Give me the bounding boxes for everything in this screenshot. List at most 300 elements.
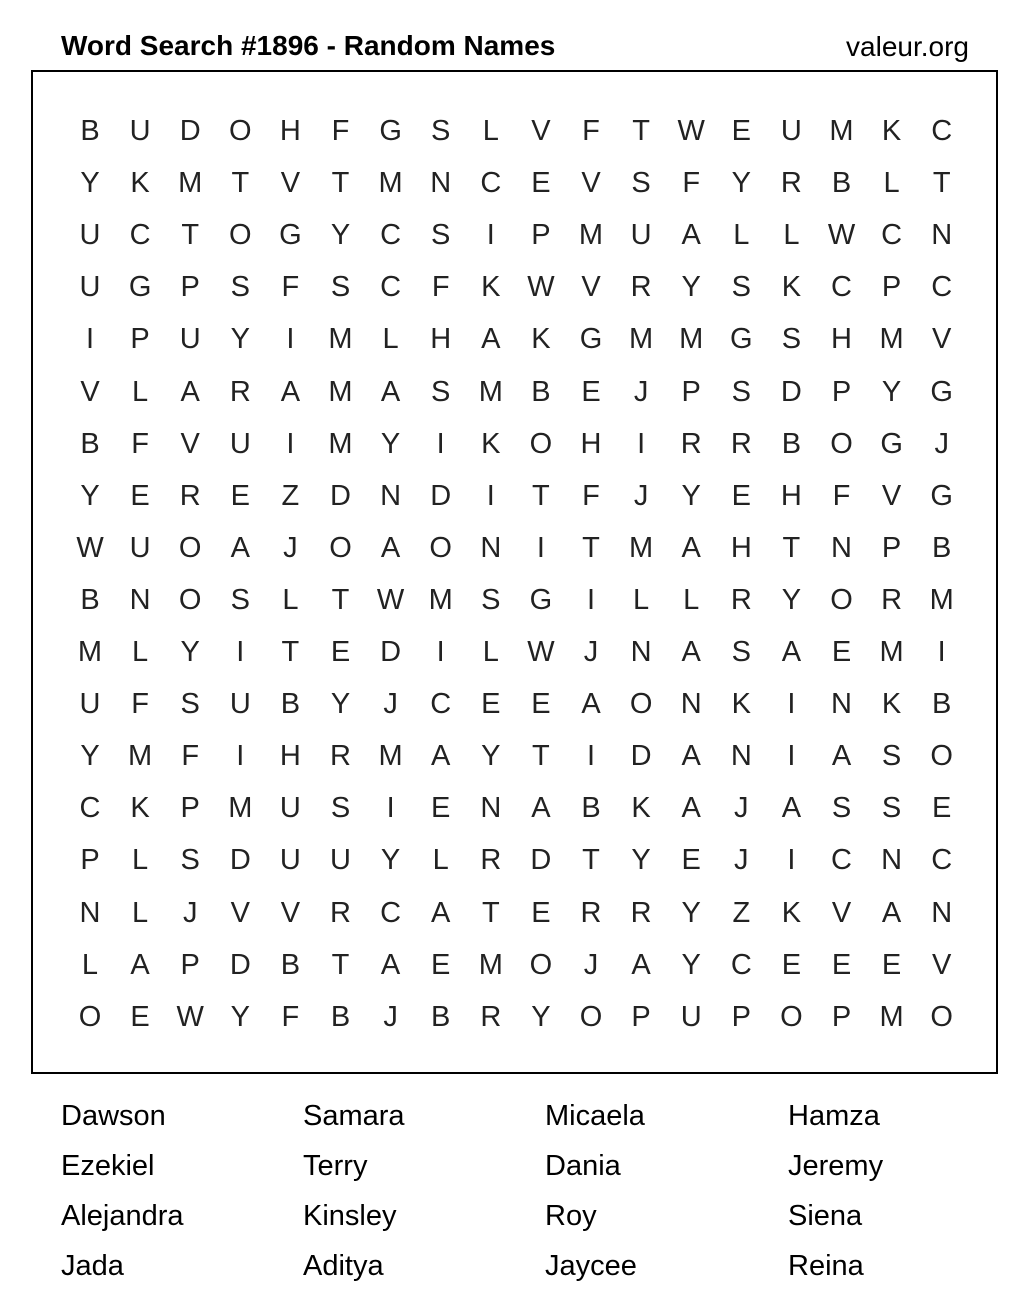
grid-letter: S: [431, 219, 451, 252]
grid-letter: O: [830, 427, 853, 460]
word-list: [61, 1098, 1021, 1298]
grid-letter: S: [631, 167, 651, 200]
grid-letter: K: [130, 792, 150, 825]
grid-letter: I: [236, 740, 245, 773]
grid-letter: D: [229, 844, 251, 877]
grid-letter: A: [380, 375, 401, 408]
grid-letter: C: [480, 167, 502, 200]
grid-letter: F: [832, 479, 851, 512]
grid-letter: O: [229, 219, 252, 252]
grid-letter: M: [679, 323, 704, 356]
grid-letter: T: [331, 948, 350, 981]
grid-letter: T: [932, 167, 951, 200]
grid-letter: G: [930, 479, 953, 512]
grid-letter: E: [431, 792, 451, 825]
grid-letter: W: [827, 219, 856, 252]
grid-letter: L: [382, 323, 399, 356]
grid-letter: R: [730, 583, 752, 616]
grid-letter: V: [180, 427, 200, 460]
grid-letter: N: [831, 688, 852, 721]
grid-letter: P: [731, 1000, 751, 1033]
grid-letter: L: [633, 583, 650, 616]
word-list-item: Dania: [545, 1150, 621, 1182]
grid-letter: B: [280, 688, 301, 721]
grid-letter: A: [681, 219, 701, 252]
grid-letter: N: [831, 531, 852, 564]
puzzle-title: Word Search #1896 - Random Names: [61, 30, 556, 61]
grid-letter: O: [780, 1000, 803, 1033]
grid-letter: H: [279, 740, 301, 773]
grid-letter: M: [478, 948, 503, 981]
grid-letter: S: [731, 271, 751, 304]
grid-letter: G: [279, 219, 302, 252]
grid-letter: O: [78, 1000, 102, 1033]
grid-letter: M: [378, 167, 403, 200]
grid-letter: P: [531, 219, 551, 252]
grid-letter: E: [531, 896, 551, 929]
grid-letter: P: [831, 375, 852, 408]
grid-letter: S: [881, 792, 902, 825]
grid-letter: S: [180, 688, 200, 721]
grid-letter: U: [129, 531, 151, 564]
grid-letter: W: [76, 531, 104, 564]
grid-letter: W: [176, 1000, 204, 1033]
grid-letter: C: [831, 271, 852, 304]
grid-letter: Y: [681, 479, 701, 512]
grid-letter: T: [582, 844, 600, 877]
grid-letter: A: [280, 375, 301, 408]
grid-letter: G: [529, 583, 553, 616]
grid-letter: E: [481, 688, 501, 721]
grid-letter: K: [881, 115, 902, 147]
grid-letter: T: [532, 740, 550, 773]
grid-letter: J: [633, 375, 649, 408]
grid-letter: A: [581, 688, 601, 721]
grid-letter: U: [79, 688, 101, 721]
grid-letter: E: [781, 948, 802, 981]
grid-letter: E: [932, 792, 952, 825]
grid-letter: Y: [330, 219, 351, 252]
grid-letter: E: [531, 167, 551, 200]
grid-letter: P: [631, 1000, 651, 1033]
grid-letter: I: [286, 323, 295, 356]
grid-letter: S: [831, 792, 852, 825]
grid-letter: J: [583, 948, 599, 981]
grid-letter: I: [286, 427, 295, 460]
grid-letter: Y: [531, 1000, 551, 1033]
word-list-item: Jaycee: [545, 1250, 637, 1282]
grid-letter: M: [829, 115, 854, 147]
grid-letter: Y: [681, 948, 701, 981]
grid-letter: N: [380, 479, 402, 512]
grid-letter: O: [830, 583, 853, 616]
grid-letter: V: [280, 167, 301, 200]
grid-letter: E: [581, 375, 601, 408]
grid-letter: E: [431, 948, 451, 981]
grid-letter: I: [236, 636, 245, 668]
grid-letter: F: [582, 479, 600, 512]
grid-letter: V: [932, 323, 952, 356]
grid-letter: Y: [881, 375, 902, 408]
grid-letter: D: [330, 479, 351, 512]
grid-letter: U: [79, 271, 101, 304]
grid-letter: T: [632, 115, 650, 147]
grid-letter: F: [582, 115, 600, 147]
grid-letter: T: [281, 636, 300, 668]
grid-letter: R: [229, 375, 251, 408]
grid-letter: S: [330, 271, 351, 304]
grid-letter: K: [531, 323, 551, 356]
grid-letter: H: [430, 323, 452, 356]
grid-letter: P: [80, 844, 100, 877]
grid-letter: L: [132, 375, 149, 408]
grid-letter: R: [580, 896, 602, 929]
grid-letter: E: [130, 1000, 150, 1033]
grid-letter: I: [436, 636, 445, 668]
grid-letter: A: [431, 896, 451, 929]
grid-letter: Y: [230, 323, 250, 356]
grid-letter: V: [280, 896, 301, 929]
grid-letter: I: [486, 219, 495, 252]
grid-letter: D: [630, 740, 652, 773]
grid-letter: U: [129, 115, 151, 147]
grid-letter: M: [328, 427, 353, 460]
grid-letter: S: [330, 792, 351, 825]
grid-letter: L: [282, 583, 299, 616]
grid-letter: T: [331, 167, 350, 200]
grid-letter: E: [230, 479, 250, 512]
grid-letter: M: [478, 375, 503, 408]
grid-letter: L: [132, 896, 149, 929]
grid-letter: Y: [380, 427, 401, 460]
grid-letter: E: [531, 688, 551, 721]
grid-letter: M: [178, 167, 203, 200]
grid-letter: M: [378, 740, 403, 773]
grid-letter: O: [930, 740, 953, 773]
grid-letter: I: [787, 844, 796, 877]
grid-letter: M: [879, 1000, 904, 1033]
grid-letter: K: [130, 167, 150, 200]
grid-letter: F: [331, 115, 350, 147]
word-list-item: Dawson: [61, 1100, 166, 1132]
word-list-item: Jada: [61, 1250, 124, 1282]
grid-letter: Y: [781, 583, 802, 616]
grid-letter: A: [681, 531, 701, 564]
grid-letter: V: [80, 375, 100, 408]
grid-letter: A: [380, 948, 401, 981]
word-list-item: Jeremy: [788, 1150, 884, 1182]
grid-letter: M: [629, 531, 654, 564]
grid-letter: R: [630, 896, 652, 929]
grid-letter: C: [380, 219, 402, 252]
grid-letter: J: [934, 427, 949, 460]
grid-letter: A: [130, 948, 150, 981]
word-list-item: Hamza: [788, 1100, 880, 1132]
grid-letter: V: [581, 271, 601, 304]
grid-letter: O: [529, 427, 553, 460]
grid-letter: N: [931, 219, 953, 252]
grid-letter: C: [430, 688, 452, 721]
grid-letter: R: [630, 271, 652, 304]
grid-letter: Y: [330, 688, 351, 721]
grid-letter: M: [879, 636, 904, 668]
grid-letter: R: [780, 167, 802, 200]
grid-letter: R: [730, 427, 752, 460]
grid-letter: I: [937, 636, 946, 668]
word-list-item: Terry: [303, 1150, 368, 1182]
grid-letter: O: [930, 1000, 953, 1033]
grid-letter: C: [831, 844, 852, 877]
grid-letter: N: [480, 792, 502, 825]
grid-letter: B: [932, 531, 952, 564]
grid-letter: E: [731, 479, 751, 512]
grid-letter: S: [431, 115, 451, 147]
grid-letter: M: [879, 323, 904, 356]
grid-letter: Y: [80, 167, 100, 200]
grid-letter: R: [680, 427, 702, 460]
grid-letter: L: [132, 844, 149, 877]
grid-letter: Y: [80, 740, 100, 773]
grid-letter: I: [787, 740, 796, 773]
grid-letter: N: [881, 844, 903, 877]
grid-letter: M: [77, 636, 103, 668]
grid-letter: D: [780, 375, 802, 408]
grid-letter: V: [932, 948, 952, 981]
word-list-item: Kinsley: [303, 1200, 397, 1232]
grid-letter: D: [530, 844, 552, 877]
grid-letter: Y: [681, 271, 701, 304]
grid-letter: I: [586, 583, 596, 616]
grid-letter: I: [637, 427, 646, 460]
grid-letter: G: [128, 271, 152, 304]
grid-letter: S: [731, 375, 751, 408]
grid-letter: B: [80, 427, 100, 460]
grid-letter: N: [680, 688, 702, 721]
grid-letter: N: [730, 740, 752, 773]
grid-letter: Y: [80, 479, 100, 512]
grid-letter: N: [630, 636, 652, 668]
grid-letter: P: [881, 271, 902, 304]
grid-letter: S: [180, 844, 200, 877]
grid-letter: D: [229, 948, 251, 981]
grid-letter: L: [733, 219, 750, 252]
grid-letter: D: [380, 636, 402, 668]
grid-letter: O: [579, 1000, 603, 1033]
word-list-item: Ezekiel: [61, 1150, 155, 1182]
grid-letter: I: [85, 323, 95, 356]
grid-letter: Z: [732, 896, 751, 929]
grid-letter: O: [429, 531, 452, 564]
grid-letter: T: [582, 531, 600, 564]
grid-letter: A: [781, 636, 802, 668]
grid-letter: W: [527, 636, 555, 668]
grid-letter: U: [780, 115, 802, 147]
grid-letter: U: [179, 323, 201, 356]
grid-letter: O: [629, 688, 653, 721]
grid-letter: M: [228, 792, 253, 825]
grid-letter: A: [380, 531, 401, 564]
grid-letter: B: [932, 688, 952, 721]
grid-letter: K: [481, 427, 501, 460]
grid-letter: T: [481, 896, 500, 929]
grid-letter: E: [330, 636, 351, 668]
grid-letter: S: [230, 583, 250, 616]
grid-letter: A: [881, 896, 902, 929]
grid-letter: E: [831, 948, 852, 981]
grid-letter: U: [680, 1000, 702, 1033]
grid-letter: A: [531, 792, 551, 825]
grid-letter: Y: [481, 740, 501, 773]
word-list-item: Siena: [788, 1200, 863, 1232]
grid-letter: D: [179, 115, 201, 147]
grid-letter: U: [79, 219, 101, 252]
grid-letter: R: [881, 583, 903, 616]
grid-letter: L: [432, 844, 449, 877]
grid-letter: N: [129, 583, 151, 616]
grid-letter: H: [831, 323, 852, 356]
grid-letter: B: [330, 1000, 351, 1033]
letter-grid: [33, 72, 996, 1072]
grid-letter: P: [881, 531, 902, 564]
grid-letter: H: [279, 115, 301, 147]
grid-letter: C: [931, 115, 953, 147]
grid-letter: V: [531, 115, 551, 147]
site-name: valeur.org: [846, 31, 969, 62]
grid-letter: K: [481, 271, 501, 304]
grid-letter: A: [481, 323, 501, 356]
grid-letter: C: [380, 271, 402, 304]
grid-letter: F: [431, 271, 450, 304]
grid-letter: I: [486, 479, 495, 512]
grid-letter: U: [630, 219, 652, 252]
grid-letter: H: [730, 531, 752, 564]
grid-letter: F: [131, 427, 149, 460]
grid-letter: I: [787, 688, 796, 721]
grid-letter: J: [633, 479, 649, 512]
grid-letter: R: [330, 896, 351, 929]
grid-letter: I: [386, 792, 395, 825]
grid-letter: K: [781, 271, 802, 304]
grid-letter: P: [130, 323, 150, 356]
grid-letter: C: [931, 271, 953, 304]
grid-letter: J: [583, 636, 599, 668]
word-list-item: Roy: [545, 1200, 597, 1232]
grid-letter: O: [229, 115, 252, 147]
grid-letter: Y: [230, 1000, 250, 1033]
grid-letter: F: [682, 167, 701, 200]
grid-letter: H: [580, 427, 602, 460]
grid-letter: Y: [731, 167, 751, 200]
grid-letter: J: [734, 792, 749, 825]
grid-letter: J: [182, 896, 198, 929]
grid-letter: S: [881, 740, 902, 773]
grid-letter: O: [178, 583, 202, 616]
grid-letter: Y: [180, 636, 200, 668]
grid-letter: J: [734, 844, 749, 877]
grid-letter: E: [881, 948, 902, 981]
grid-letter: Z: [281, 479, 300, 512]
grid-letter: U: [330, 844, 351, 877]
grid-letter: L: [482, 115, 499, 147]
grid-letter: B: [280, 948, 301, 981]
grid-letter: G: [730, 323, 753, 356]
grid-letter: C: [931, 844, 953, 877]
grid-letter: F: [281, 1000, 300, 1033]
grid-letter: F: [181, 740, 200, 773]
grid-letter: B: [781, 427, 802, 460]
grid-letter: N: [480, 531, 502, 564]
grid-letter: E: [130, 479, 150, 512]
grid-letter: N: [79, 896, 101, 929]
grid-letter: U: [229, 427, 251, 460]
grid-letter: R: [480, 844, 502, 877]
grid-letter: C: [380, 896, 402, 929]
grid-letter: L: [783, 219, 800, 252]
grid-letter: B: [531, 375, 551, 408]
grid-letter: T: [181, 219, 200, 252]
grid-letter: P: [831, 1000, 852, 1033]
grid-letter: P: [180, 948, 200, 981]
grid-letter: U: [279, 844, 301, 877]
grid-letter: V: [230, 896, 250, 929]
grid-letter: A: [781, 792, 802, 825]
grid-letter: L: [482, 636, 499, 668]
grid-letter: V: [881, 479, 902, 512]
grid-letter: R: [179, 479, 201, 512]
grid-letter: V: [831, 896, 852, 929]
grid-letter: G: [579, 323, 603, 356]
grid-letter: G: [880, 427, 903, 460]
grid-letter: L: [81, 948, 99, 981]
word-list-item: Aditya: [303, 1250, 384, 1282]
grid-letter: B: [431, 1000, 451, 1033]
grid-letter: A: [631, 948, 651, 981]
grid-letter: R: [480, 1000, 502, 1033]
grid-letter: M: [578, 219, 604, 252]
grid-letter: S: [731, 636, 751, 668]
grid-letter: N: [931, 896, 953, 929]
grid-letter: W: [677, 115, 705, 147]
grid-letter: H: [780, 479, 802, 512]
grid-letter: P: [681, 375, 701, 408]
grid-letter: S: [230, 271, 250, 304]
grid-letter: O: [529, 948, 553, 981]
grid-letter: O: [329, 531, 352, 564]
grid-letter: P: [180, 271, 200, 304]
puzzle-board: [31, 70, 998, 1074]
grid-letter: C: [730, 948, 752, 981]
grid-letter: B: [831, 167, 852, 200]
grid-letter: A: [681, 740, 701, 773]
grid-letter: S: [781, 323, 802, 356]
grid-letter: E: [681, 844, 701, 877]
grid-letter: A: [831, 740, 852, 773]
grid-letter: K: [631, 792, 651, 825]
grid-letter: K: [781, 896, 802, 929]
word-list-item: Reina: [788, 1250, 864, 1282]
grid-letter: W: [376, 583, 405, 616]
grid-letter: J: [383, 688, 398, 721]
grid-letter: T: [231, 167, 250, 200]
grid-letter: M: [929, 583, 954, 616]
grid-letter: G: [379, 115, 402, 147]
grid-letter: E: [831, 636, 852, 668]
grid-letter: C: [881, 219, 903, 252]
grid-letter: M: [328, 375, 353, 408]
grid-letter: F: [281, 271, 300, 304]
grid-letter: G: [930, 375, 953, 408]
grid-letter: Y: [631, 844, 651, 877]
